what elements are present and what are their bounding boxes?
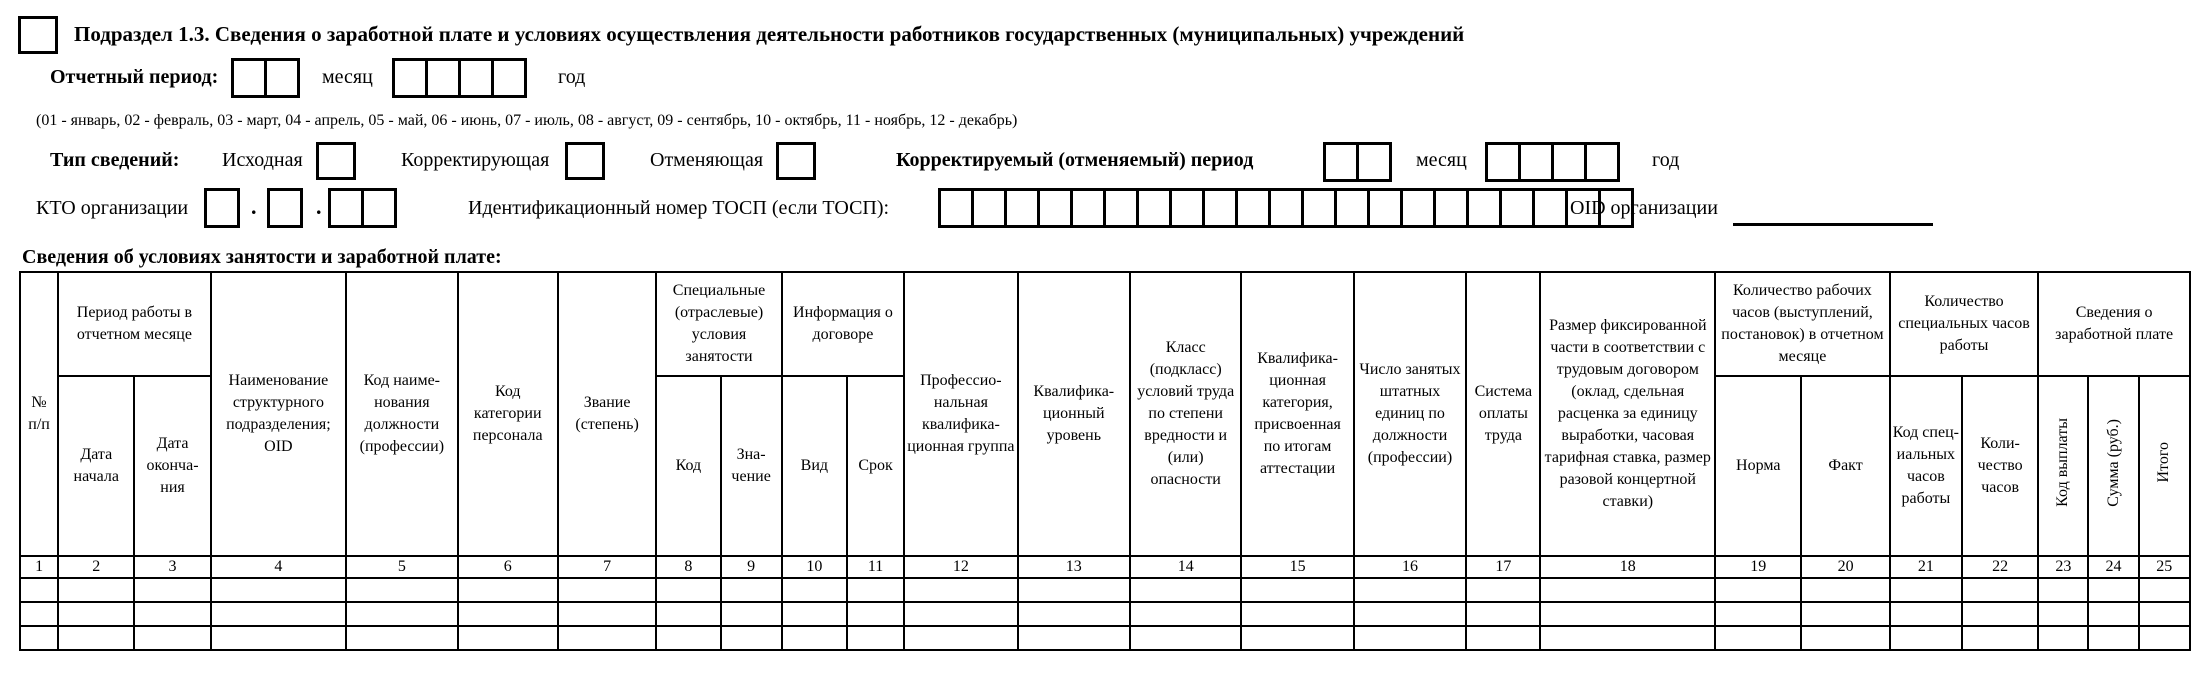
col-prof-group-header: Профессио-нальная квалифика-ционная группа — [904, 272, 1017, 556]
total-text: Итого — [2155, 442, 2173, 483]
column-number: 9 — [721, 556, 782, 578]
salary-info-header: Сведения о заработной плате — [2038, 272, 2190, 376]
col-qual-level-header: Квалифика-ционный уровень — [1018, 272, 1130, 556]
period-year-field[interactable] — [392, 58, 527, 98]
col-subdivision-header: Наименование структурного подразделения; OID — [211, 272, 346, 556]
col-position-code-header: Код наиме-нования должности (профессии) — [346, 272, 457, 556]
col-work-class-header: Класс (подкласс) условий труда по степени вредности и (или) опасности — [1130, 272, 1241, 556]
column-number: 4 — [211, 556, 346, 578]
info-type-original-checkbox[interactable] — [316, 142, 356, 180]
column-number: 18 — [1540, 556, 1715, 578]
column-number: 13 — [1018, 556, 1130, 578]
column-number: 2 — [58, 556, 134, 578]
col-personnel-category-header: Код категории персонала — [458, 272, 558, 556]
col-staff-units-header: Число занятых штатных единиц по должности (профессии) — [1354, 272, 1466, 556]
column-number: 16 — [1354, 556, 1466, 578]
corrected-year-field[interactable] — [1485, 142, 1620, 182]
table-row[interactable] — [20, 626, 2190, 650]
column-number: 25 — [2139, 556, 2190, 578]
oid-label: OID организации — [1570, 197, 1718, 219]
corrected-month-label: месяц — [1416, 149, 1467, 171]
col-rank-header: Звание (степень) — [558, 272, 656, 556]
col-special-code-header: Код — [656, 376, 720, 556]
col-qual-category-header: Квалифика-ционная категория, присвоенная по итогам аттестации — [1241, 272, 1353, 556]
corrected-month-field[interactable] — [1323, 142, 1392, 182]
employment-table — [19, 271, 2191, 651]
info-type-cancelling-label: Отменяющая — [650, 149, 764, 171]
kto-label: КТО организации — [36, 197, 189, 219]
column-number: 3 — [134, 556, 210, 578]
section-checkbox[interactable] — [18, 16, 58, 54]
col-number-header: № п/п — [20, 272, 58, 556]
col-special-value-header: Зна-чение — [721, 376, 782, 556]
col-fixed-part-header: Размер фиксированной части в соответствии с трудовым договором (оклад, сдельная расценка за единицу выработки, часовая тарифная ставка, размер разовой концертной ставки) — [1540, 272, 1715, 556]
col-hours-count-header: Коли-чество часов — [1962, 376, 2038, 556]
period-month-field[interactable] — [231, 58, 300, 98]
column-number: 10 — [782, 556, 847, 578]
col-amount-header — [2088, 376, 2138, 556]
column-number: 20 — [1801, 556, 1889, 578]
corrected-period-label: Корректируемый (отменяемый) период — [896, 149, 1254, 171]
column-number: 23 — [2038, 556, 2088, 578]
info-type-correcting-label: Корректирующая — [401, 149, 550, 171]
tosp-label: Идентификационный номер ТОСП (если ТОСП): — [468, 197, 890, 219]
column-number: 22 — [1962, 556, 2038, 578]
column-number: 11 — [847, 556, 904, 578]
info-type-cancelling-checkbox[interactable] — [776, 142, 816, 180]
period-year-label: год — [558, 66, 586, 88]
column-numbers-row — [20, 556, 2190, 578]
col-payment-code-header — [2038, 376, 2088, 556]
column-number: 14 — [1130, 556, 1241, 578]
column-number: 6 — [458, 556, 558, 578]
kto-field-3[interactable] — [328, 188, 397, 228]
col-special-hours-code-header: Код спец-иальных часов работы — [1890, 376, 1962, 556]
months-hint: (01 - январь, 02 - февраль, 03 - март, 04 - апрель, 05 - май, 06 - июнь, 07 - июль, 08 - август, 09 - сентябрь, 10 - октябрь, 11 - ноябрь, 12 - декабрь) — [36, 112, 1018, 129]
column-number: 12 — [904, 556, 1017, 578]
kto-field-1[interactable] — [204, 188, 240, 228]
table-row[interactable] — [20, 602, 2190, 626]
kto-dot-1: . — [251, 194, 257, 219]
period-month-label: месяц — [322, 66, 373, 88]
column-number: 8 — [656, 556, 720, 578]
column-number: 1 — [20, 556, 58, 578]
info-type-label: Тип сведений: — [50, 149, 180, 171]
info-type-original-label: Исходная — [222, 149, 303, 171]
column-number: 17 — [1466, 556, 1540, 578]
info-type-correcting-checkbox[interactable] — [565, 142, 605, 180]
section-title: Подраздел 1.3. Сведения о заработной плате и условиях осуществления деятельности работников государственных (муниципальных) учреждений — [74, 22, 1465, 46]
col-pay-system-header: Система оплаты труда — [1466, 272, 1540, 556]
col-end-date-header: Дата оконча-ния — [134, 376, 210, 556]
kto-dot-2: . — [316, 194, 322, 219]
oid-field[interactable] — [1733, 201, 1933, 226]
payment-code-text: Код выплаты — [2054, 418, 2072, 507]
special-hours-header: Количество специальных часов работы — [1890, 272, 2039, 376]
column-number: 15 — [1241, 556, 1353, 578]
table-row[interactable] — [20, 578, 2190, 602]
col-fact-header: Факт — [1801, 376, 1889, 556]
work-hours-header: Количество рабочих часов (выступлений, постановок) в отчетном месяце — [1715, 272, 1890, 376]
col-norm-header: Норма — [1715, 376, 1801, 556]
work-period-header: Период работы в отчетном месяце — [58, 272, 211, 376]
corrected-year-label: год — [1652, 149, 1680, 171]
col-total-header — [2139, 376, 2190, 556]
period-label: Отчетный период: — [50, 66, 219, 88]
amount-text: Сумма (руб.) — [2104, 418, 2122, 507]
col-start-date-header: Дата начала — [58, 376, 134, 556]
column-number: 19 — [1715, 556, 1801, 578]
special-conditions-header: Специальные (отраслевые) условия занятости — [656, 272, 781, 376]
kto-field-2[interactable] — [267, 188, 303, 228]
column-number: 21 — [1890, 556, 1962, 578]
col-contract-term-header: Срок — [847, 376, 904, 556]
col-contract-type-header: Вид — [782, 376, 847, 556]
column-number: 7 — [558, 556, 656, 578]
contract-info-header: Информация о договоре — [782, 272, 904, 376]
tosp-field[interactable] — [938, 188, 1634, 228]
employment-section-title: Сведения об условиях занятости и заработной плате: — [22, 246, 502, 268]
column-number: 24 — [2088, 556, 2138, 578]
column-number: 5 — [346, 556, 457, 578]
